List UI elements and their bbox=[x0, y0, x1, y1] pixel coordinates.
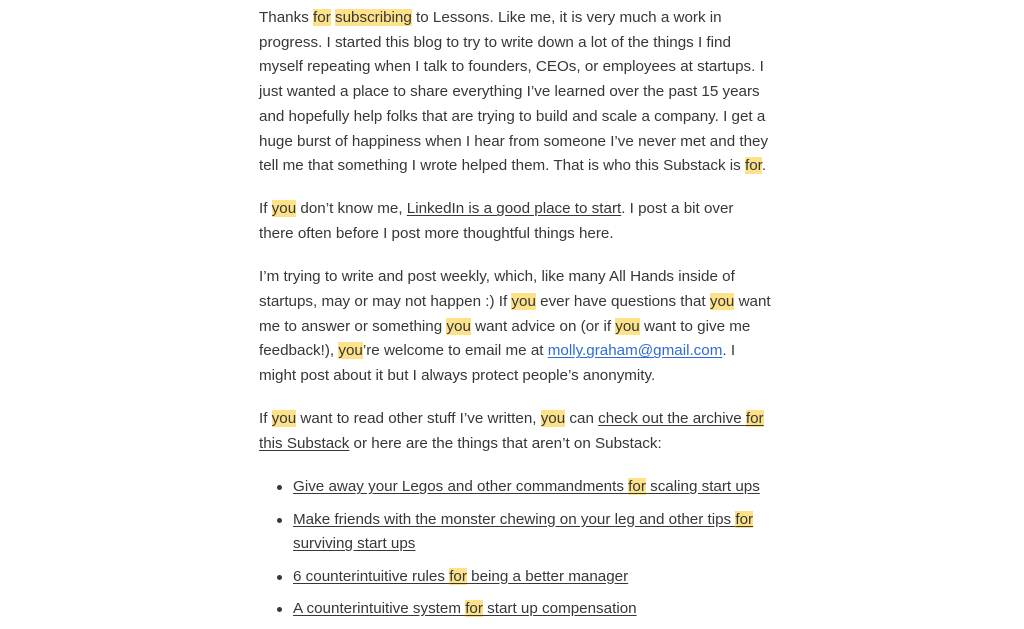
article-link[interactable]: this Substack bbox=[259, 435, 350, 453]
text-run: myself repeating when I talk to founders, CEOs, or employees at startups. I bbox=[259, 58, 764, 76]
text-line bbox=[259, 6, 799, 31]
list-item bbox=[293, 508, 799, 557]
search-highlight: you bbox=[338, 342, 363, 360]
email-link[interactable]: molly.graham@gmail.com bbox=[547, 342, 723, 360]
search-highlight: for bbox=[744, 157, 762, 175]
article-link[interactable]: for bbox=[465, 599, 483, 617]
text-line bbox=[259, 290, 799, 315]
text-run: want to read other stuff I’ve written, bbox=[296, 410, 541, 428]
text-run: just wanted a place to share everything I’ve learned over the past 15 years bbox=[259, 83, 760, 101]
paragraph-list bbox=[259, 6, 799, 457]
article-link[interactable]: Make friends with the monster chewing on your leg and other tips bbox=[293, 510, 736, 528]
article-link[interactable]: for bbox=[449, 567, 467, 585]
text-line bbox=[293, 508, 799, 533]
list-item bbox=[293, 475, 799, 500]
search-highlight: subscribing bbox=[335, 9, 412, 26]
text-line bbox=[259, 197, 799, 222]
text-line bbox=[293, 597, 799, 622]
text-run: huge burst of happiness when I hear from someone I’ve never met and they bbox=[259, 132, 769, 150]
article-body bbox=[259, 6, 799, 629]
text-run: If bbox=[259, 200, 272, 218]
article-link[interactable]: surviving start ups bbox=[293, 535, 416, 553]
article-link[interactable]: Give away your Legos and other commandments bbox=[293, 478, 629, 496]
article-link[interactable]: check out the archive bbox=[598, 410, 746, 428]
text-run: tell me that something I wrote helped them. That is who this Substack is bbox=[259, 157, 745, 175]
text-run: there often before I post more thoughtful things here. bbox=[259, 225, 614, 243]
text-run: feedback!), bbox=[259, 342, 339, 360]
text-run: . I bbox=[722, 342, 736, 360]
article-link[interactable]: 6 counterintuitive rules bbox=[293, 567, 450, 585]
text-line bbox=[259, 31, 799, 56]
paragraph bbox=[259, 6, 799, 179]
text-line bbox=[259, 407, 799, 432]
text-run: or here are the things that aren’t on Substack: bbox=[349, 435, 662, 453]
paragraph bbox=[259, 265, 799, 389]
text-run: might post about it but I always protect people’s anonymity. bbox=[259, 367, 656, 385]
text-run: want to give me bbox=[639, 317, 751, 335]
paragraph bbox=[259, 197, 799, 246]
text-run: . bbox=[761, 157, 767, 175]
article-link[interactable]: start up compensation bbox=[482, 599, 637, 617]
article-link[interactable]: being a better manager bbox=[466, 567, 629, 585]
text-line bbox=[259, 130, 799, 155]
text-line bbox=[293, 532, 799, 557]
list-item bbox=[293, 597, 799, 622]
text-run: ’re welcome to email me at bbox=[362, 342, 548, 360]
search-highlight: you bbox=[271, 200, 297, 218]
text-run: don’t know me, bbox=[296, 200, 407, 218]
article-link[interactable]: A counterintuitive system bbox=[293, 599, 466, 617]
search-highlight: for bbox=[313, 9, 331, 26]
paragraph bbox=[259, 407, 799, 456]
search-highlight: you bbox=[446, 317, 471, 335]
text-run: can bbox=[565, 410, 599, 428]
search-highlight: you bbox=[271, 410, 297, 428]
search-highlight: you bbox=[511, 293, 536, 311]
article-link[interactable]: LinkedIn is a good place to start bbox=[406, 200, 622, 218]
text-line bbox=[259, 55, 799, 80]
text-line bbox=[259, 315, 799, 340]
text-run: ever have questions that bbox=[535, 293, 710, 311]
list-item bbox=[293, 565, 799, 590]
text-run: . I post a bit over bbox=[621, 200, 734, 218]
article-link[interactable]: for bbox=[745, 410, 764, 428]
text-line bbox=[259, 265, 799, 290]
search-highlight: you bbox=[615, 317, 640, 335]
text-line bbox=[293, 565, 799, 590]
text-run: want advice on (or if bbox=[470, 317, 616, 335]
text-run: to Lessons. Like me, it is very much a work in bbox=[411, 9, 722, 26]
text-run: If bbox=[259, 410, 272, 428]
text-line bbox=[259, 222, 799, 247]
text-line bbox=[259, 432, 799, 457]
text-run: Thanks bbox=[259, 9, 314, 26]
article-link[interactable]: for bbox=[735, 510, 754, 528]
article-link[interactable]: scaling start ups bbox=[645, 478, 760, 496]
text-run: want bbox=[734, 293, 771, 311]
text-line bbox=[259, 364, 799, 389]
text-run: and hopefully help folks that are trying to build and scale a company. I get a bbox=[259, 107, 766, 125]
search-highlight: you bbox=[709, 293, 735, 311]
other-writing-list bbox=[259, 475, 799, 621]
text-run: me to answer or something bbox=[259, 317, 447, 335]
text-line bbox=[259, 154, 799, 179]
article-link[interactable]: for bbox=[628, 478, 646, 496]
text-run: progress. I started this blog to try to write down a lot of the things I find bbox=[259, 33, 731, 51]
text-line bbox=[259, 105, 799, 130]
search-highlight: you bbox=[540, 410, 566, 428]
text-run: startups, may or may not happen :) If bbox=[259, 293, 512, 311]
text-run: I’m trying to write and post weekly, which, like many All Hands inside of bbox=[259, 268, 735, 286]
text-line bbox=[259, 80, 799, 105]
text-line bbox=[293, 475, 799, 500]
text-line bbox=[259, 339, 799, 364]
